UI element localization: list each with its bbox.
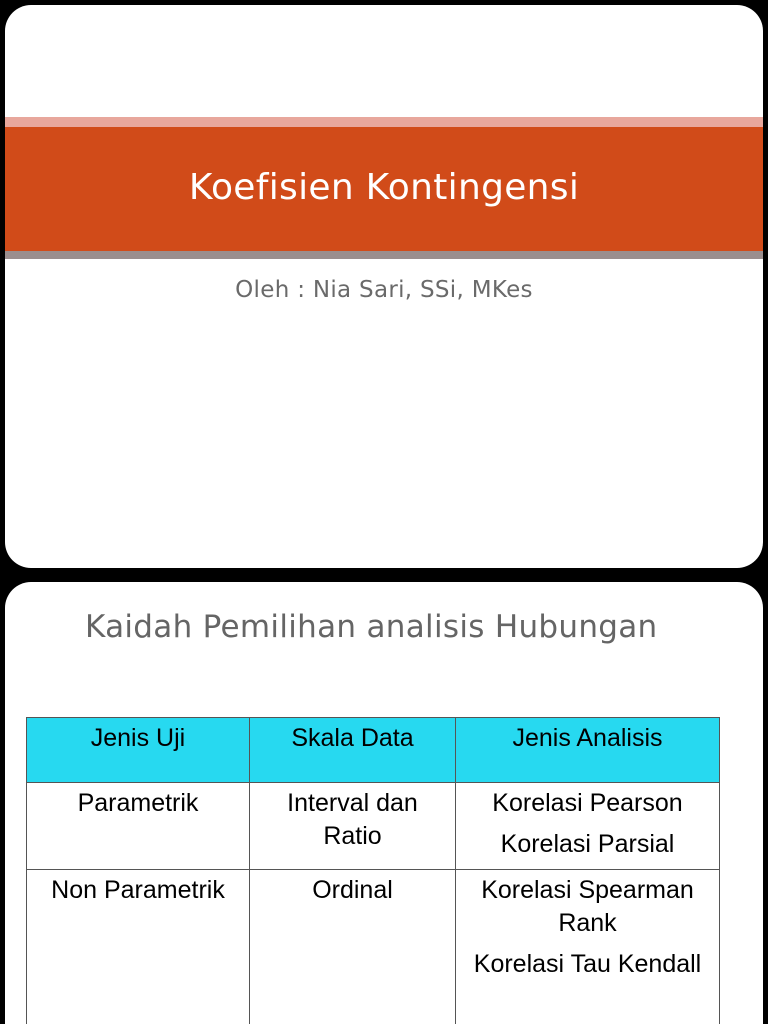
analysis-item: Korelasi Tau Kendall — [473, 950, 702, 978]
table-row — [27, 870, 720, 1024]
table-header-row — [27, 718, 720, 783]
cell-skala-data: Ordinal — [250, 870, 456, 1024]
cell-jenis-uji: Non Parametrik — [27, 870, 250, 1024]
analysis-item: Korelasi Spearman Rank — [481, 876, 694, 937]
title-band — [5, 127, 763, 251]
slide-subtitle: Oleh : Nia Sari, SSi, MKes — [235, 277, 533, 303]
header-skala-data: Skala Data — [250, 718, 456, 783]
title-band-bottom-stripe — [5, 251, 763, 259]
slide-title: Koefisien Kontingensi — [188, 166, 580, 208]
slide-heading: Kaidah Pemilihan analisis Hubungan — [85, 609, 658, 645]
header-jenis-analisis: Jenis Analisis — [456, 718, 720, 783]
table-row — [27, 783, 720, 870]
title-band-top-stripe — [5, 117, 763, 127]
cell-jenis-analisis — [456, 870, 720, 1024]
header-jenis-uji: Jenis Uji — [27, 718, 250, 783]
cell-jenis-uji: Parametrik — [27, 783, 250, 870]
content-slide — [5, 582, 763, 1024]
analysis-item: Korelasi Parsial — [500, 830, 675, 858]
analysis-table — [26, 717, 720, 1024]
title-slide — [5, 5, 763, 568]
cell-jenis-analisis — [456, 783, 720, 870]
analysis-item: Korelasi Pearson — [492, 789, 683, 817]
cell-skala-data: Interval dan Ratio — [250, 783, 456, 870]
